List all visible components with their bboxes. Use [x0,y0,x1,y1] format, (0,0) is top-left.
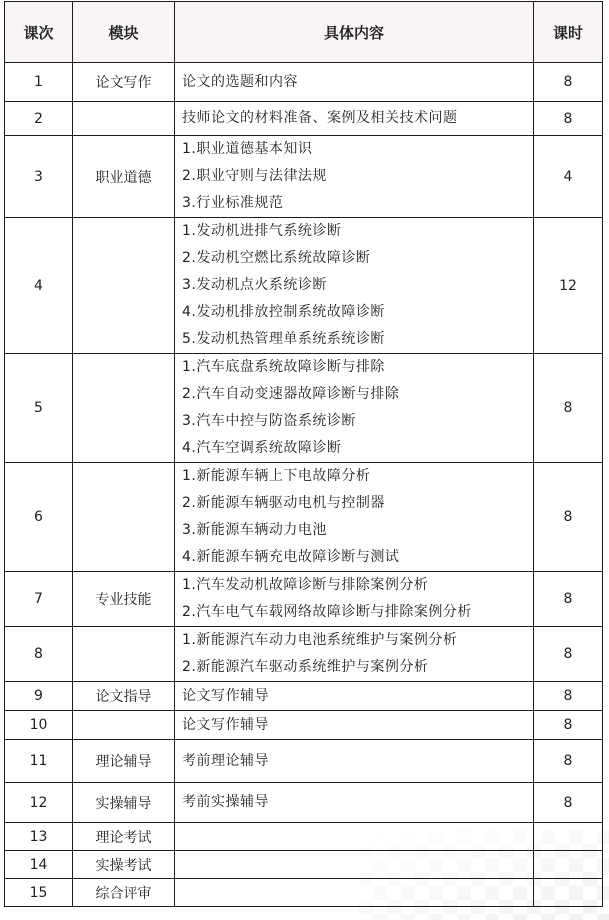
table-row [5,463,603,572]
content-line: 2.新能源车辆驱动电机与控制器 [182,495,385,511]
table-row [5,627,603,682]
lesson-number: 2 [5,102,73,136]
content-line: 2.新能源汽车驱动系统维护与案例分析 [182,659,429,675]
hours: 8 [534,783,603,823]
hours: 8 [534,354,603,463]
module-name: 理论考试 [73,823,175,851]
content-line: 2.职业守则与法律法规 [182,168,327,184]
content-line: 2.汽车自动变速器故障诊断与排除 [182,386,400,402]
content-cell [175,572,534,627]
content-line: 3.发动机点火系统诊断 [182,277,327,293]
header-hours: 课时 [534,2,603,63]
hours: 8 [534,102,603,136]
table-row [5,572,603,627]
content-line: 3.新能源车辆动力电池 [182,522,327,538]
content-cell [175,823,534,851]
content-cell [175,783,534,823]
hours: 8 [534,63,603,102]
module-name: 论文写作 [73,63,175,102]
header-row [5,2,603,63]
content-line: 1.新能源车辆上下电故障分析 [182,468,371,484]
lesson-number: 11 [5,740,73,783]
content-cell [175,102,534,136]
content-cell [175,627,534,682]
table-row [5,740,603,783]
table-row [5,783,603,823]
table-row [5,354,603,463]
module-name [73,102,175,136]
content-cell [175,63,534,102]
table-row [5,102,603,136]
module-name: 综合评审 [73,879,175,907]
content-cell [175,711,534,740]
module-name [73,463,175,572]
table-body [5,63,603,907]
hours [534,823,603,851]
content-line: 3.汽车中控与防盗系统诊断 [182,413,356,429]
table-row [5,879,603,907]
header-module: 模块 [73,2,175,63]
table-row [5,851,603,879]
table-row [5,136,603,218]
content-line: 考前实操辅导 [182,794,269,810]
content-cell [175,879,534,907]
content-cell [175,851,534,879]
table-row [5,823,603,851]
module-name [73,218,175,354]
table-row [5,711,603,740]
hours: 8 [534,711,603,740]
content-cell [175,463,534,572]
module-name: 实操考试 [73,851,175,879]
module-name: 实操辅导 [73,783,175,823]
module-name [73,627,175,682]
content-line: 1.汽车底盘系统故障诊断与排除 [182,359,385,375]
content-cell [175,740,534,783]
content-line: 4.发动机排放控制系统故障诊断 [182,304,385,320]
content-line: 1.职业道德基本知识 [182,141,313,157]
lesson-number: 13 [5,823,73,851]
module-name: 理论辅导 [73,740,175,783]
table-row [5,218,603,354]
lesson-number: 14 [5,851,73,879]
content-line: 技师论文的材料准备、案例及相关技术问题 [182,110,458,126]
lesson-number: 1 [5,63,73,102]
hours: 8 [534,682,603,711]
lesson-number: 4 [5,218,73,354]
content-line: 4.汽车空调系统故障诊断 [182,440,342,456]
content-line: 论文写作辅导 [182,716,269,733]
module-name: 论文指导 [73,682,175,711]
content-line: 1.汽车发动机故障诊断与排除案例分析 [182,577,429,593]
lesson-number: 7 [5,572,73,627]
content-line: 1.新能源汽车动力电池系统维护与案例分析 [182,632,458,648]
content-line: 论文的选题和内容 [182,73,298,90]
hours [534,851,603,879]
content-line: 2.汽车电气车载网络故障诊断与排除案例分析 [182,604,472,620]
content-line: 3.行业标准规范 [182,195,284,211]
hours: 8 [534,740,603,783]
content-cell [175,136,534,218]
content-line: 5.发动机热管理单系统系统诊断 [182,331,385,347]
hours: 8 [534,627,603,682]
content-cell [175,218,534,354]
content-line: 1.发动机进排气系统诊断 [182,223,342,239]
module-name: 专业技能 [73,572,175,627]
table-row [5,63,603,102]
module-name [73,711,175,740]
hours: 8 [534,572,603,627]
lesson-number: 9 [5,682,73,711]
hours: 4 [534,136,603,218]
content-line: 4.新能源车辆充电故障诊断与测试 [182,549,400,565]
header-lesson: 课次 [5,2,73,63]
lesson-number: 8 [5,627,73,682]
hours: 8 [534,463,603,572]
content-cell [175,354,534,463]
content-line: 2.发动机空燃比系统故障诊断 [182,250,371,266]
course-schedule-table [4,1,603,907]
lesson-number: 6 [5,463,73,572]
module-name [73,354,175,463]
content-cell [175,682,534,711]
lesson-number: 5 [5,354,73,463]
hours: 12 [534,218,603,354]
content-line: 论文写作辅导 [182,687,269,704]
header-content: 具体内容 [175,2,534,63]
lesson-number: 10 [5,711,73,740]
content-line: 考前理论辅导 [182,752,269,769]
lesson-number: 12 [5,783,73,823]
lesson-number: 15 [5,879,73,907]
module-name: 职业道德 [73,136,175,218]
hours [534,879,603,907]
lesson-number: 3 [5,136,73,218]
table-row [5,682,603,711]
